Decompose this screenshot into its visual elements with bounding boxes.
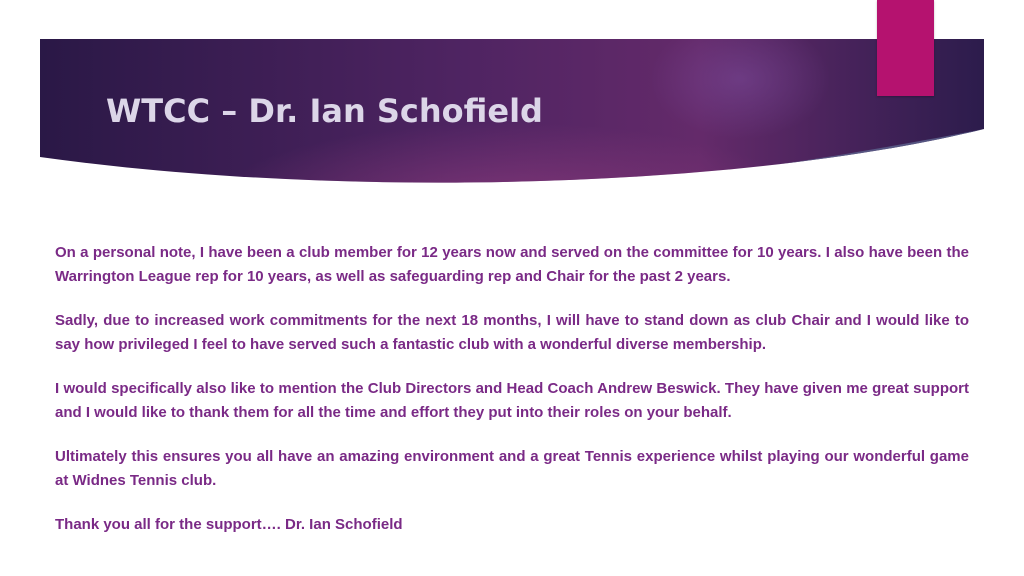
paragraph: Sadly, due to increased work commitments for the next 18 months, I will have to stand down as club Chair and I would like to say how privileged I feel to have served such a fantastic club with a wonderful diverse membership. — [55, 312, 969, 353]
accent-tab — [877, 0, 934, 96]
paragraph: I would specifically also like to mention the Club Directors and Head Coach Andrew Beswick. They have given me great support and I would like to thank them for all the time and effort they put into their roles on your behalf. — [55, 380, 969, 421]
paragraph: On a personal note, I have been a club member for 12 years now and served on the committee for 10 years. I also have been the Warrington League rep for 10 years, as well as safeguarding rep and Chair for the past 2 years. — [55, 244, 969, 285]
slide-title: WTCC – Dr. Ian Schofield — [106, 92, 543, 130]
signature-line: Thank you all for the support…. Dr. Ian Schofield — [55, 516, 403, 533]
paragraph: Ultimately this ensures you all have an amazing environment and a great Tennis experience whilst playing our wonderful game at Widnes Tennis club. — [55, 448, 969, 489]
body-text — [55, 241, 969, 557]
